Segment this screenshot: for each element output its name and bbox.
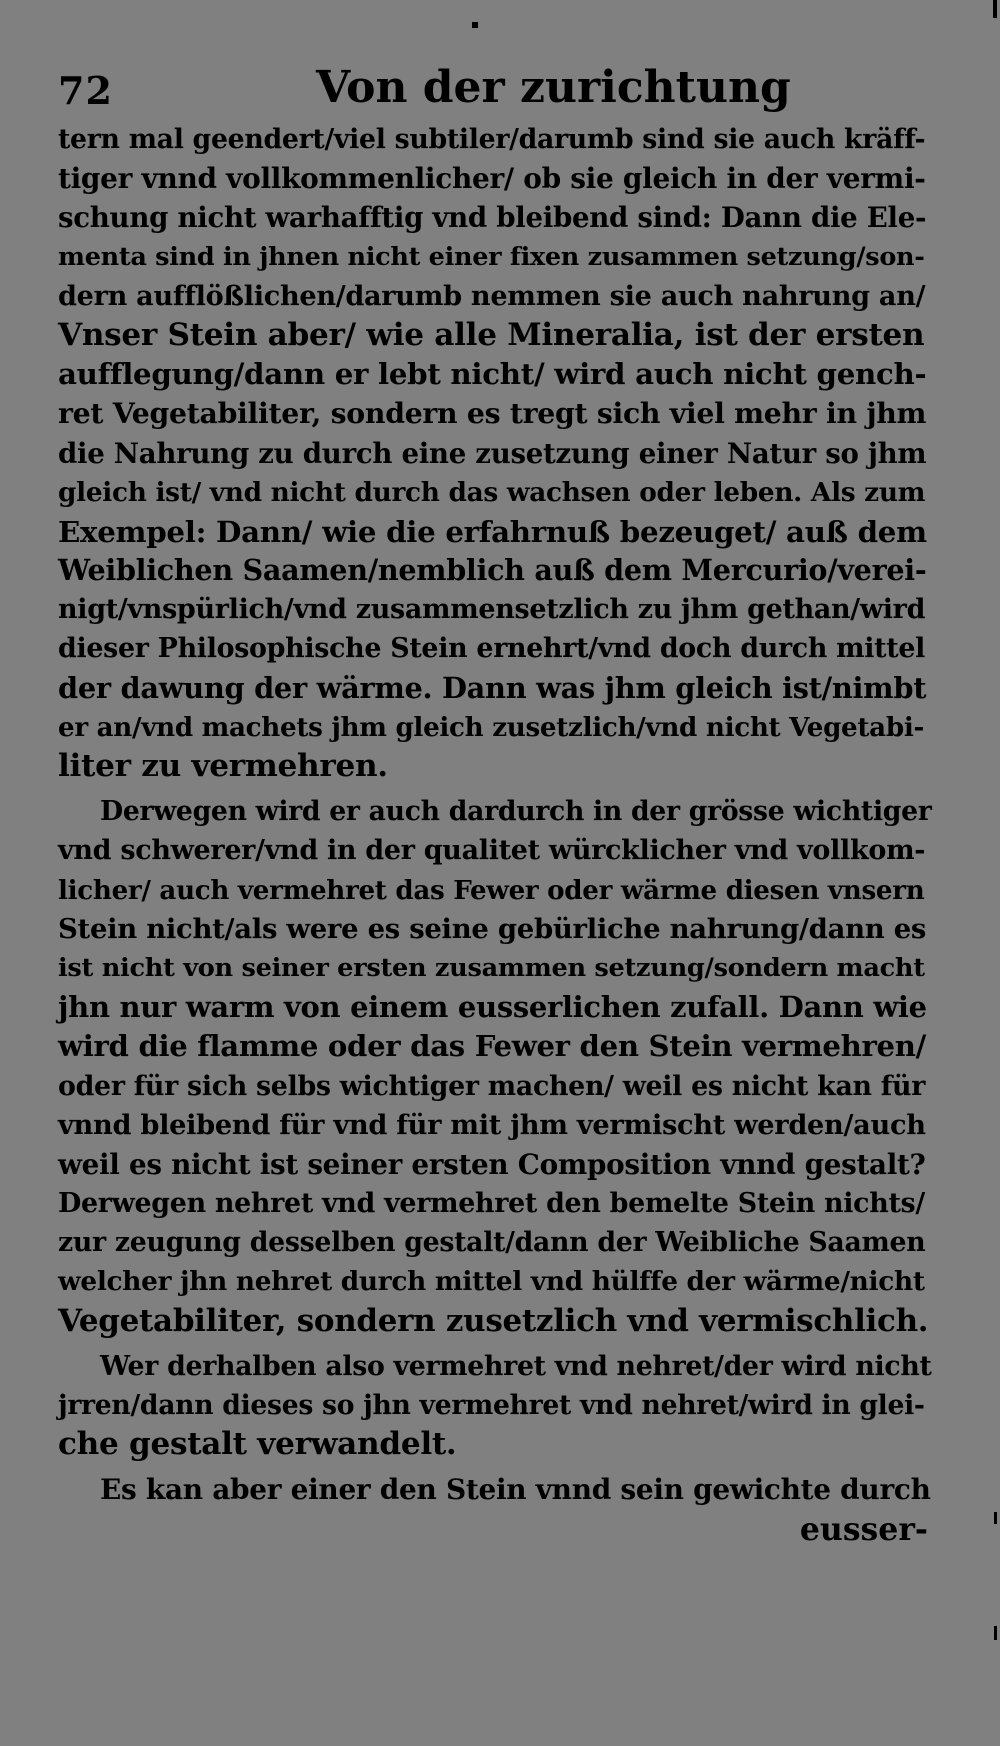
body-text <box>58 120 938 1549</box>
text-line: jrren/dann dieses so jhn vermehret vnd nehret/wird in glei- <box>58 1390 925 1421</box>
text-line: zur zeugung desselben gestalt/dann der Weibliche Saamen <box>58 1227 926 1259</box>
text-line: gleich ist/ vnd nicht durch das wachsen oder leben. Als zum <box>58 476 926 508</box>
text-line: wird die flamme oder das Fewer den Stein vermehren/ <box>58 1029 926 1064</box>
page-number: 72 <box>58 68 113 113</box>
text-line: schung nicht warhafftig vnd bleibend sind: Dann die Ele- <box>58 201 927 235</box>
text-line: Wer derhalben also vermehret vnd nehret/der wird nicht <box>100 1350 932 1382</box>
text-line: vnd schwerer/vnd in der qualitet würcklicher vnd vollkom- <box>58 835 926 867</box>
scan-edge-mark <box>994 1512 997 1524</box>
text-line: dern aufflößlichen/darumb nemmen sie auch nahrung an/ <box>58 280 926 312</box>
text-line: Exempel: Dann/ wie die erfahrnuß bezeuget/ auß dem <box>58 513 927 549</box>
text-line: Es kan aber einer den Stein vnnd sein gewichte durch <box>100 1473 931 1507</box>
text-line: ist nicht von seiner ersten zusammen setzung/sondern macht <box>58 952 925 983</box>
text-line: Vegetabiliter, sondern zusetzlich vnd vermischlich. <box>58 1302 929 1339</box>
text-line: tern mal geendert/viel subtiler/darumb sind sie auch kräff- <box>58 124 926 155</box>
text-line: aufflegung/dann er lebt nicht/ wird auch nicht gench- <box>58 357 927 392</box>
text-line: die Nahrung zu durch eine zusetzung einer Natur so jhm <box>58 436 927 470</box>
text-line: licher/ auch vermehret das Fewer oder wärme diesen vnsern <box>58 874 925 906</box>
text-line: ret Vegetabiliter, sondern es tregt sich viel mehr in jhm <box>58 396 927 431</box>
text-line: che gestalt verwandelt. <box>58 1426 457 1463</box>
text-line: nigt/vnspürlich/vnd zusammensetzlich zu jhm gethan/wird <box>58 594 926 626</box>
text-line: Stein nicht/als were es seine gebürliche nahrung/dann es <box>58 912 927 945</box>
scan-edge-mark <box>993 0 997 18</box>
text-line: Derwegen nehret vnd vermehret den bemelte Stein nichts/ <box>58 1188 925 1220</box>
text-line: menta sind in jhnen nicht einer fixen zusammen setzung/son- <box>58 241 925 272</box>
running-head: Von der zurichtung <box>316 62 791 113</box>
text-line: oder für sich selbs wichtiger machen/ weil es nicht kan für <box>58 1070 926 1102</box>
text-line: welcher jhn nehret durch mittel vnd hülffe der wärme/nicht <box>58 1266 925 1298</box>
text-line: Vnser Stein aber/ wie alle Mineralia, ist der ersten <box>58 316 925 353</box>
text-line: vnnd bleibend für vnd für mit jhm vermischt werden/auch <box>58 1108 926 1141</box>
text-line: Derwegen wird er auch dardurch in der grösse wichtiger <box>100 796 932 828</box>
scan-edge-mark <box>472 22 478 28</box>
text-line: jhn nur warm von einem eusserlichen zufall. Dann wie <box>58 990 927 1025</box>
page-header <box>58 62 918 124</box>
text-line: liter zu vermehren. <box>58 748 388 784</box>
text-line: weil es nicht ist seiner ersten Composition vnnd gestalt? <box>58 1147 926 1181</box>
text-line: Weiblichen Saamen/nemblich auß dem Mercurio/verei- <box>58 553 927 588</box>
text-line: er an/vnd machets jhm gleich zusetzlich/vnd nicht Vegetabi- <box>58 711 925 743</box>
text-line: dieser Philosophische Stein ernehrt/vnd doch durch mittel <box>58 633 926 665</box>
text-line: tiger vnnd vollkommenlicher/ ob sie gleich in der vermi- <box>58 162 926 196</box>
scan-edge-mark <box>994 1626 997 1640</box>
catchword: eusser- <box>799 1510 928 1548</box>
text-line: der dawung der wärme. Dann was jhm gleich ist/nimbt <box>58 670 927 705</box>
